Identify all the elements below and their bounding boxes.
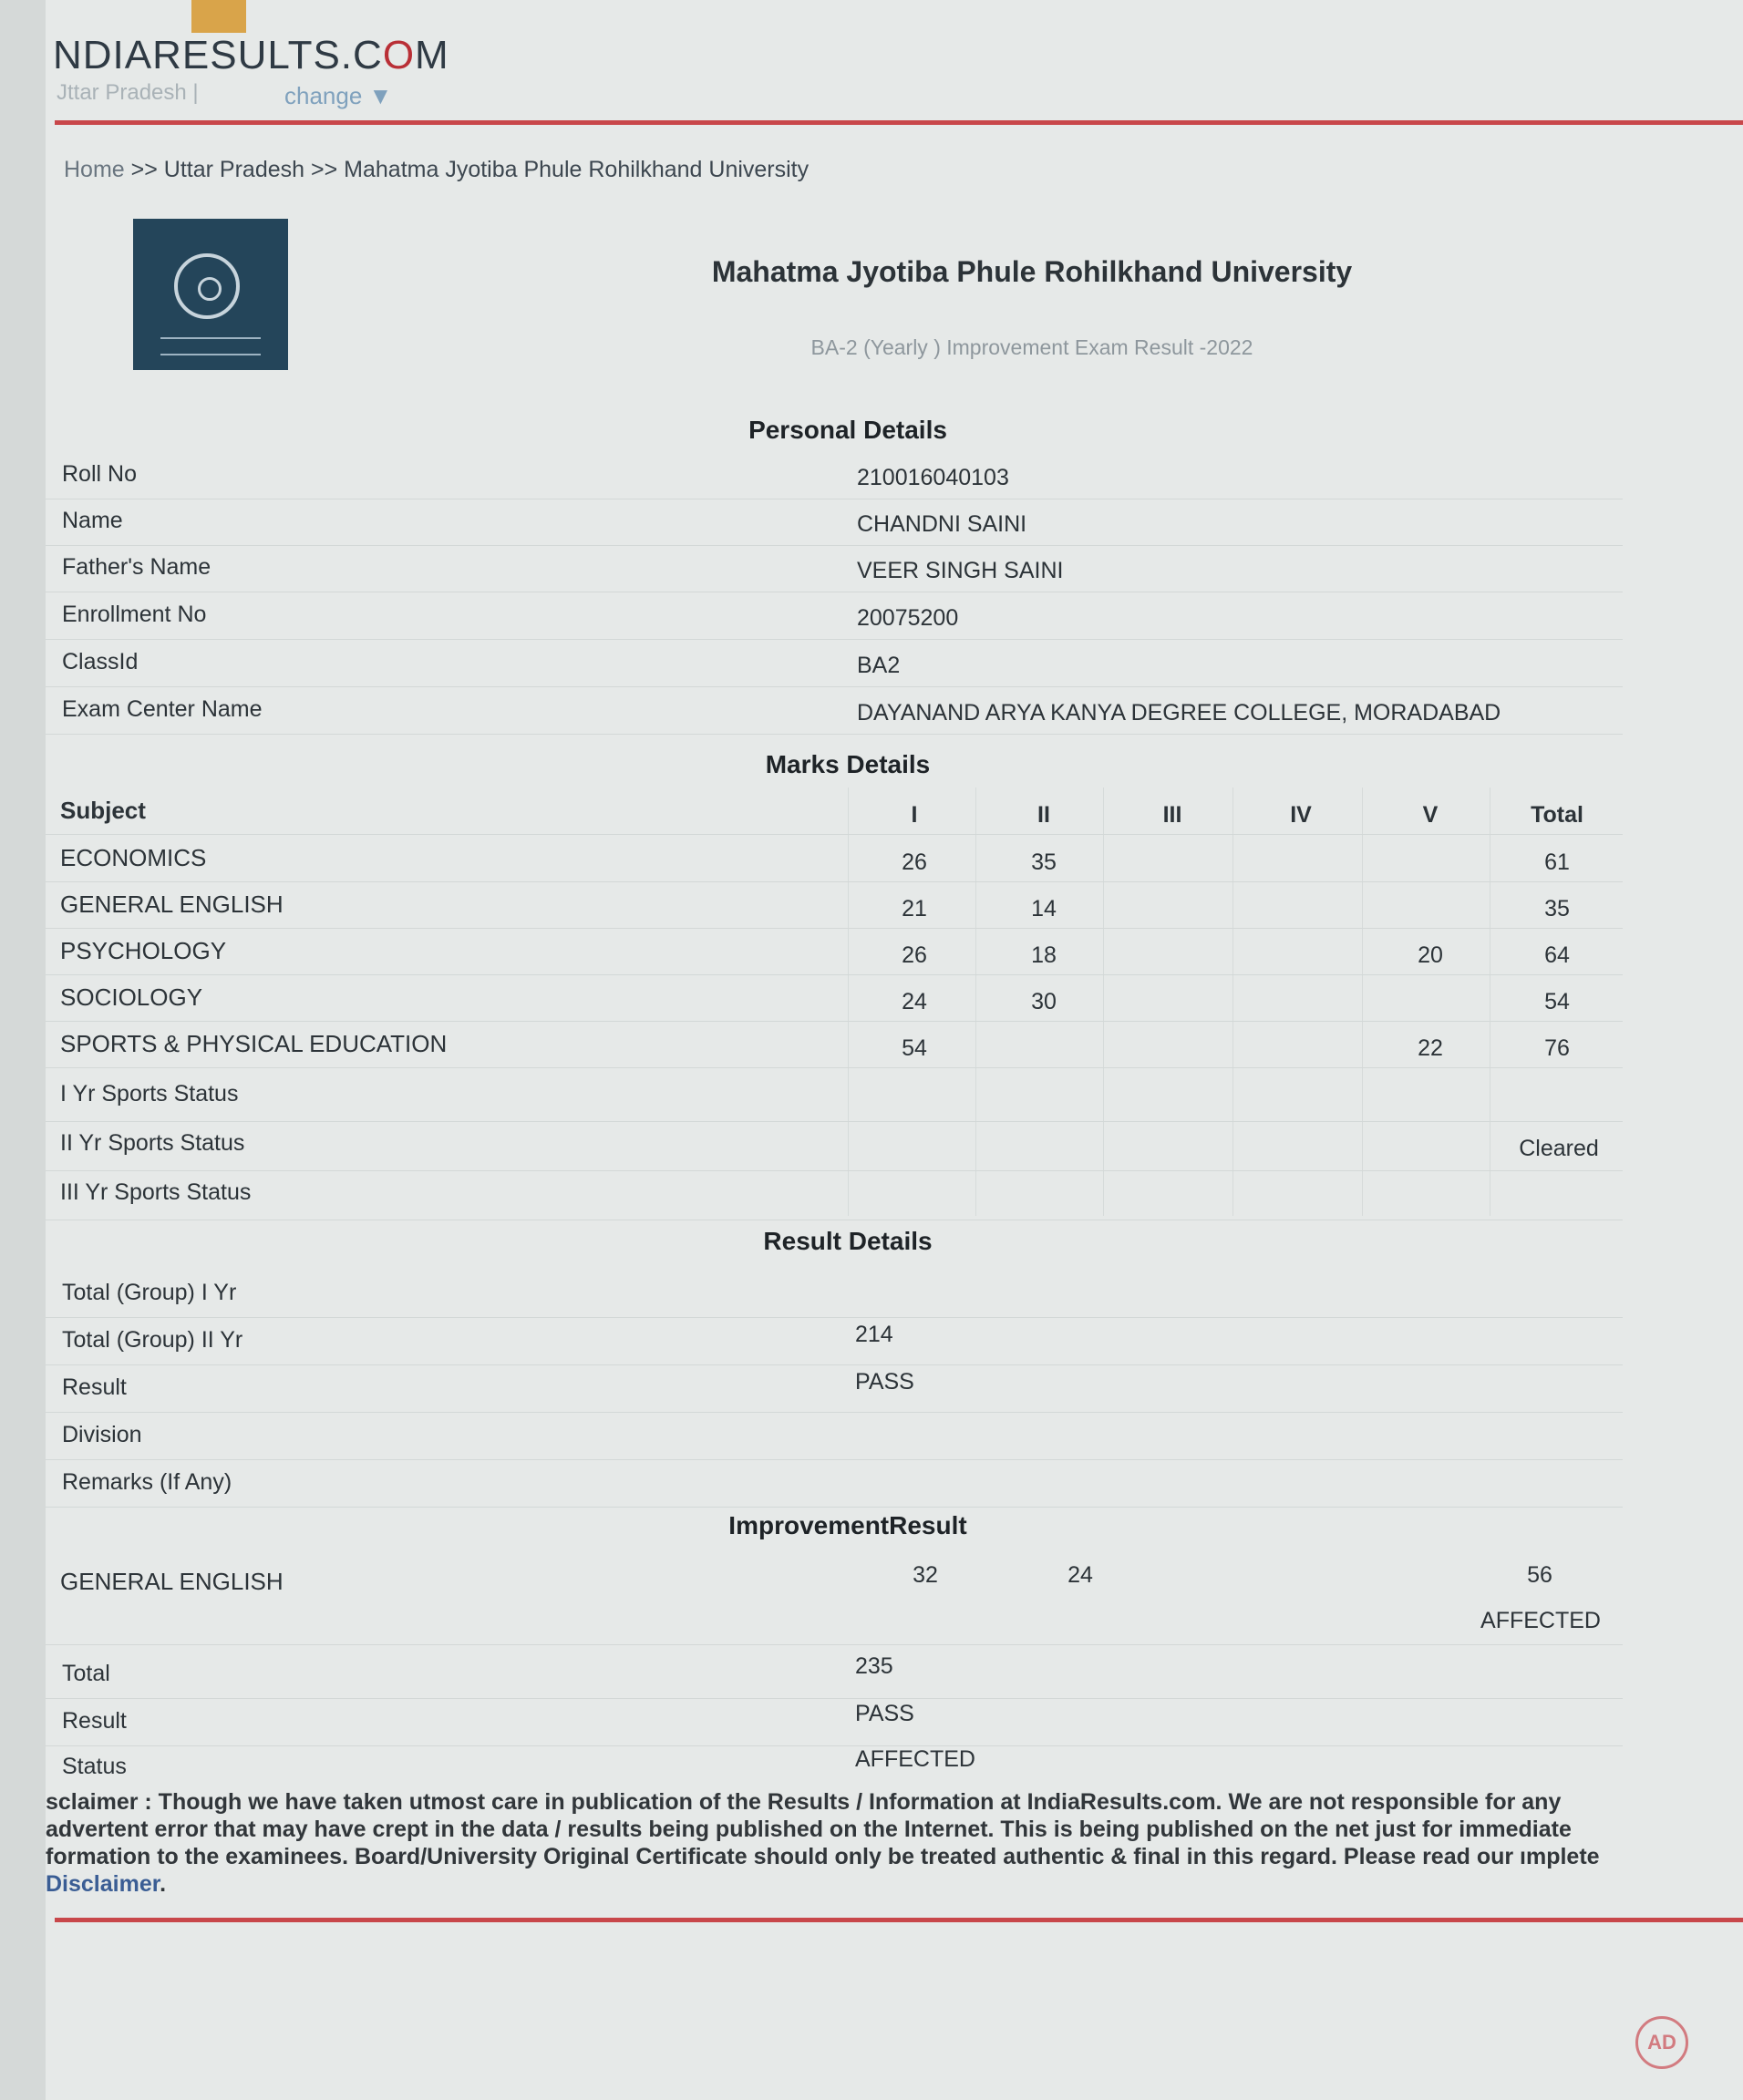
field-label: Father's Name [62, 554, 211, 580]
field-label: Result [62, 1708, 127, 1734]
column-header-iii: III [1162, 802, 1182, 828]
personal-details-heading: Personal Details [748, 416, 947, 444]
breadcrumb [64, 157, 809, 183]
field-label: Total (Group) I Yr [62, 1280, 237, 1305]
emblem-wheel [174, 253, 240, 319]
breadcrumb-separator: >> [311, 157, 338, 182]
marks-cell: 30 [1031, 989, 1057, 1014]
sports-status-row-1 [46, 1072, 1623, 1122]
university-title: Mahatma Jyotiba Phule Rohilkhand University [711, 255, 1353, 288]
column-header-i: I [911, 802, 918, 828]
marks-cell: 32 [913, 1562, 938, 1588]
site-header [46, 0, 1743, 128]
breadcrumb-university: Mahatma Jyotiba Phule Rohilkhand University [344, 157, 810, 182]
logo-text-o: O [382, 33, 416, 77]
sports-status-label: I Yr Sports Status [60, 1081, 239, 1107]
sports-status-row-3 [46, 1170, 1623, 1220]
sports-status-value: Cleared [1519, 1136, 1599, 1161]
field-value: PASS [855, 1701, 914, 1726]
field-label: Exam Center Name [62, 696, 263, 722]
field-value: PASS [855, 1369, 914, 1395]
personal-row-name [46, 499, 1623, 546]
column-header-v: V [1422, 802, 1439, 828]
personal-row-father-name [46, 545, 1623, 592]
marks-row-sociology [46, 974, 1623, 1022]
marks-header-row [46, 788, 1623, 835]
marks-cell: 21 [902, 896, 927, 921]
breadcrumb-separator: >> [130, 157, 158, 182]
marks-total: 64 [1544, 942, 1570, 968]
sports-status-label: III Yr Sports Status [60, 1179, 252, 1205]
header-divider [55, 120, 1743, 125]
personal-row-class-id [46, 640, 1623, 687]
field-label: Name [62, 508, 123, 533]
marks-cell: 20 [1418, 942, 1443, 968]
marks-total: 56 [1527, 1562, 1552, 1588]
marks-cell: 35 [1031, 849, 1057, 875]
marks-total: 54 [1544, 989, 1570, 1014]
field-label: ClassId [62, 649, 139, 674]
marks-cell: 18 [1031, 942, 1057, 968]
marks-cell: 54 [902, 1035, 927, 1061]
subject-name: GENERAL ENGLISH [60, 1568, 284, 1595]
improvement-subject-row [46, 1549, 1623, 1645]
result-row-remarks [46, 1460, 1623, 1508]
marks-total: 76 [1544, 1035, 1570, 1061]
field-label: Enrollment No [62, 602, 207, 627]
personal-row-enrollment-no [46, 592, 1623, 640]
field-label: Roll No [62, 461, 137, 487]
field-label: Division [62, 1422, 142, 1447]
subject-name: ECONOMICS [60, 844, 207, 871]
field-label: Total [62, 1661, 110, 1686]
field-label: Total (Group) II Yr [62, 1327, 243, 1353]
ad-badge-icon[interactable]: AD [1635, 2016, 1688, 2069]
emblem-banner [160, 337, 261, 355]
column-header-total: Total [1531, 802, 1583, 828]
marks-cell: 24 [902, 989, 927, 1014]
marks-cell: 26 [902, 942, 927, 968]
subject-name: SPORTS & PHYSICAL EDUCATION [60, 1030, 448, 1057]
field-label: Status [62, 1754, 127, 1779]
subject-name: SOCIOLOGY [60, 983, 203, 1011]
field-value: CHANDNI SAINI [857, 511, 1027, 537]
result-row-total-i-yr [46, 1271, 1623, 1318]
marks-details-heading: Marks Details [765, 750, 931, 778]
sports-status-label: II Yr Sports Status [60, 1130, 245, 1156]
marks-row-general-english [46, 881, 1623, 929]
subject-name: GENERAL ENGLISH [60, 890, 284, 918]
exam-title: BA-2 (Yearly ) Improvement Exam Result -2022 [810, 335, 1253, 359]
personal-row-exam-center [46, 687, 1623, 735]
improvement-result-heading: ImprovementResult [728, 1511, 967, 1539]
result-details-heading: Result Details [763, 1227, 933, 1255]
marks-total: 61 [1544, 849, 1570, 875]
field-value: DAYANAND ARYA KANYA DEGREE COLLEGE, MORADABAD [857, 700, 1501, 726]
selected-state: Jttar Pradesh | [57, 80, 199, 105]
site-logo[interactable] [53, 33, 449, 78]
marks-cell: 26 [902, 849, 927, 875]
sports-status-row-2 [46, 1121, 1623, 1171]
field-value: 235 [855, 1653, 893, 1679]
field-value: 210016040103 [857, 465, 1009, 490]
improvement-row-result [46, 1699, 1623, 1746]
personal-row-roll-no [46, 452, 1623, 499]
result-page [46, 0, 1743, 2100]
marks-cell: 14 [1031, 896, 1057, 921]
column-header-iv: IV [1290, 802, 1312, 828]
footer-divider [55, 1918, 1743, 1922]
field-value: 20075200 [857, 605, 959, 631]
field-value: AFFECTED [855, 1746, 975, 1772]
marks-row-psychology [46, 928, 1623, 975]
column-header-ii: II [1037, 802, 1050, 828]
improvement-status: AFFECTED [1480, 1608, 1601, 1633]
column-header-subject: Subject [60, 797, 146, 824]
logo-text-suffix: M [415, 33, 449, 77]
improvement-row-status [46, 1745, 1623, 1791]
field-value: 214 [855, 1322, 893, 1347]
result-row-result [46, 1365, 1623, 1413]
breadcrumb-home[interactable]: Home [64, 157, 125, 182]
field-value: BA2 [857, 653, 901, 678]
disclaimer-text: sclaimer : Though we have taken utmost care in publication of the Results / Information at IndiaResults.com. We are not responsible for any advertent error that may have crept in the data / results being published on the Internet. This is being published on the net just for immediate formation to the examinees. Board/University Original Certificate should only be treated authentic & final in this regard. Please read our ımplete [46, 1789, 1600, 1869]
field-value: VEER SINGH SAINI [857, 558, 1064, 583]
subject-name: PSYCHOLOGY [60, 937, 227, 964]
field-label: Result [62, 1374, 127, 1400]
marks-row-economics [46, 835, 1623, 882]
change-state-link[interactable]: change ▼ [284, 82, 393, 109]
marks-cell: 24 [1067, 1562, 1093, 1588]
marks-row-sports [46, 1021, 1623, 1068]
disclaimer-link[interactable]: Disclaimer [46, 1871, 160, 1897]
disclaimer [46, 1788, 1632, 1898]
breadcrumb-state[interactable]: Uttar Pradesh [163, 157, 305, 182]
result-row-total-ii-yr [46, 1318, 1623, 1365]
logo-flame-icon [191, 0, 246, 33]
improvement-row-total [46, 1652, 1623, 1699]
university-emblem-icon [133, 219, 288, 370]
field-label: Remarks (If Any) [62, 1469, 232, 1495]
logo-text-prefix: NDIARESULTS.C [53, 33, 383, 77]
marks-cell: 22 [1418, 1035, 1443, 1061]
disclaimer-end: . [160, 1871, 167, 1897]
result-row-division [46, 1413, 1623, 1460]
marks-total: 35 [1544, 896, 1570, 921]
